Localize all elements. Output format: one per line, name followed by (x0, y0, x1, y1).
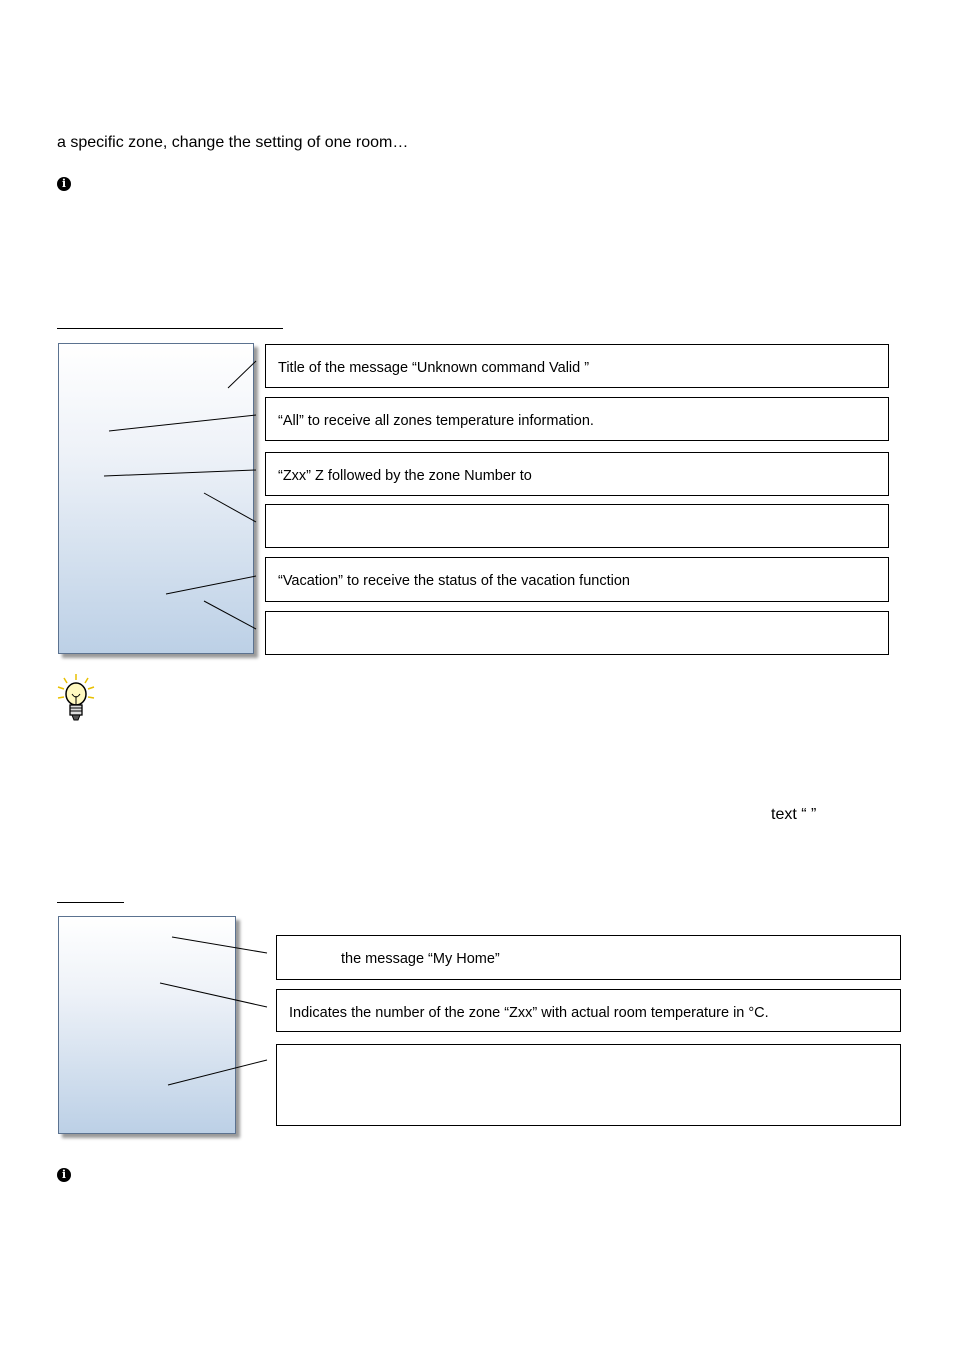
callout-my-home: the message “My Home” (276, 935, 901, 980)
info-icon: i (57, 1168, 71, 1182)
callout-zone-temperature: Indicates the number of the zone “Zxx” with actual room temperature in °C. (276, 989, 901, 1032)
callout-vacation: “Vacation” to receive the status of the vacation function (265, 557, 889, 602)
mid-text: text “ ” (771, 806, 817, 823)
callout-zone: “Zxx” Z followed by the zone Number to (265, 452, 889, 496)
callout-title: Title of the message “Unknown command Valid ” (265, 344, 889, 388)
callout-all: “All” to receive all zones temperature information. (265, 397, 889, 441)
intro-text: a specific zone, change the setting of one room… (57, 134, 409, 151)
info-icon: i (57, 177, 71, 191)
